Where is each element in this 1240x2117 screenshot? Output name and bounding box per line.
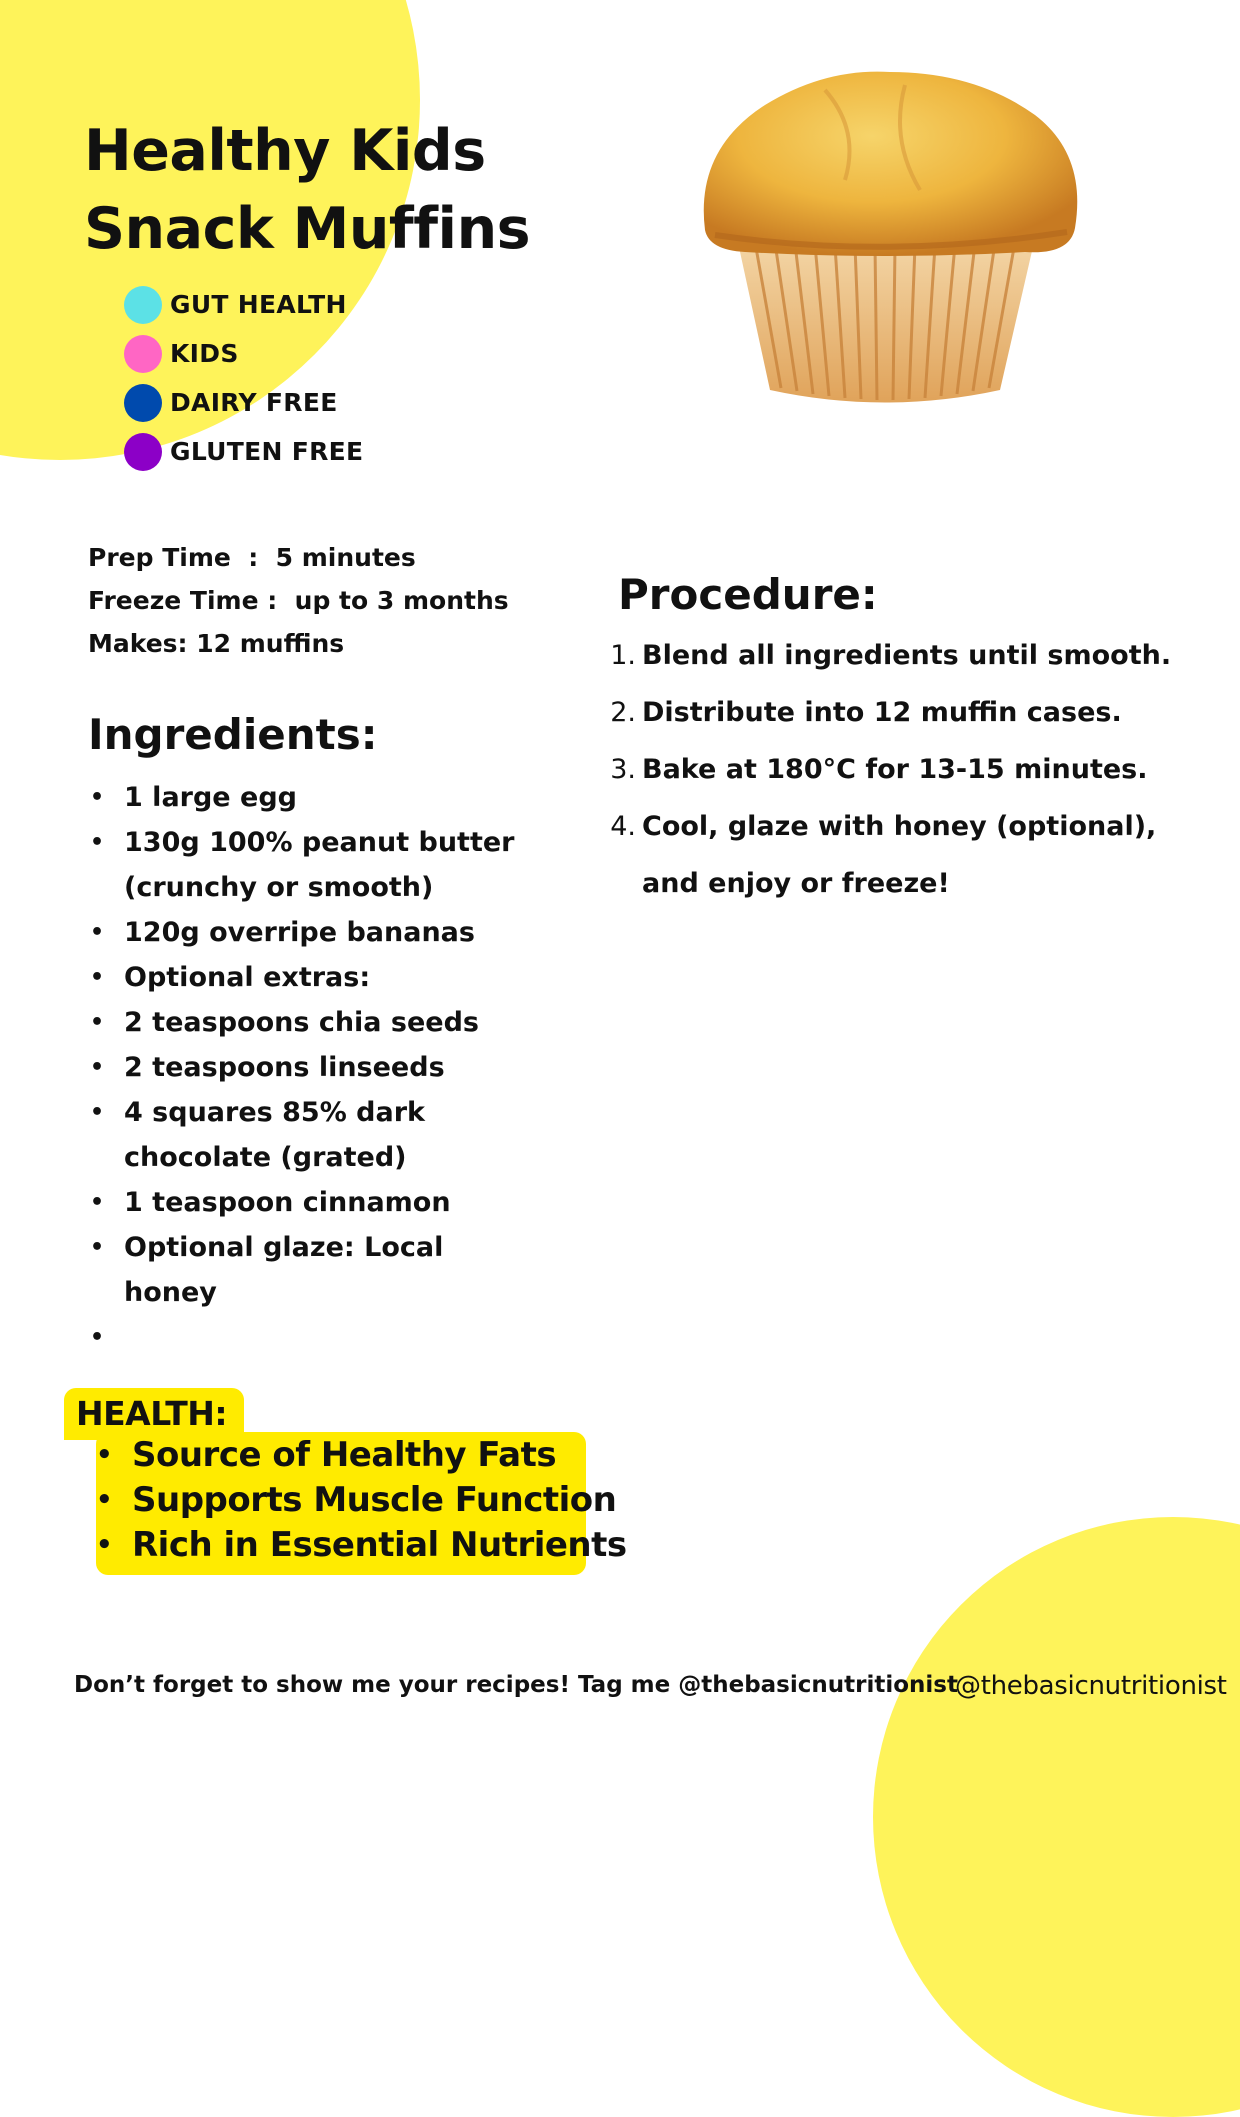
ingredients-heading: Ingredients:	[88, 710, 378, 759]
list-item: • 120g overripe bananas	[88, 910, 518, 955]
step-text: Bake at 180°C for 13-15 minutes.	[642, 754, 1148, 785]
procedure-list	[608, 627, 1218, 912]
list-item: • 4 squares 85% dark chocolate (grated)	[88, 1090, 518, 1180]
step-text: Cool, glaze with honey (optional), and enjoy or freeze!	[642, 811, 1157, 899]
procedure-step	[608, 798, 1218, 912]
health-benefits-list	[96, 1433, 627, 1568]
procedure-step	[608, 741, 1218, 798]
diet-tags	[124, 280, 363, 476]
tag-label: GUT HEALTH	[170, 290, 347, 319]
list-item: • Optional extras:	[88, 955, 518, 1000]
tag-gut-health	[124, 280, 363, 329]
list-item: • 2 teaspoons chia seeds	[88, 1000, 518, 1045]
list-item: • Supports Muscle Function	[96, 1478, 627, 1523]
tag-dot-icon	[124, 286, 162, 324]
procedure-step	[608, 627, 1218, 684]
list-item: • Source of Healthy Fats	[96, 1433, 627, 1478]
empty-list-item	[88, 1315, 518, 1360]
list-item: • 130g 100% peanut butter (crunchy or smooth)	[88, 820, 518, 910]
tag-dot-icon	[124, 384, 162, 422]
procedure-step	[608, 684, 1218, 741]
step-number: 4.	[610, 811, 636, 842]
tag-label: KIDS	[170, 339, 239, 368]
step-text: Distribute into 12 muffin cases.	[642, 697, 1122, 728]
makes-count: Makes: 12 muffins	[88, 629, 345, 658]
yellow-circle-bottom	[873, 1517, 1240, 2117]
health-heading: HEALTH:	[76, 1394, 228, 1433]
tag-kids	[124, 329, 363, 378]
tag-dot-icon	[124, 335, 162, 373]
tag-dairy-free	[124, 378, 363, 427]
social-handle: @thebasicnutritionist	[955, 1671, 1227, 1701]
tag-label: DAIRY FREE	[170, 388, 338, 417]
footer-text: Don’t forget to show me your recipes! Tag me @thebasicnutritionist	[74, 1672, 958, 1698]
title-line-2: Snack Muffins	[84, 196, 531, 262]
recipe-title	[84, 112, 530, 268]
list-item: • 2 teaspoons linseeds	[88, 1045, 518, 1090]
step-text: Blend all ingredients until smooth.	[642, 640, 1172, 671]
ingredients-list	[88, 775, 518, 1360]
list-item: • 1 teaspoon cinnamon	[88, 1180, 518, 1225]
procedure-heading: Procedure:	[618, 570, 878, 619]
list-item: • Optional glaze: Local honey	[88, 1225, 518, 1315]
step-number: 2.	[610, 697, 636, 728]
list-item: • 1 large egg	[88, 775, 518, 820]
tag-dot-icon	[124, 433, 162, 471]
step-number: 3.	[610, 754, 636, 785]
tag-label: GLUTEN FREE	[170, 437, 364, 466]
muffin-image	[675, 60, 1095, 420]
recipe-meta	[88, 536, 509, 665]
tag-gluten-free	[124, 427, 363, 476]
prep-time: Prep Time : 5 minutes	[88, 543, 416, 572]
title-line-1: Healthy Kids	[84, 118, 486, 184]
freeze-time: Freeze Time : up to 3 months	[88, 586, 509, 615]
list-item: • Rich in Essential Nutrients	[96, 1523, 627, 1568]
step-number: 1.	[610, 640, 636, 671]
